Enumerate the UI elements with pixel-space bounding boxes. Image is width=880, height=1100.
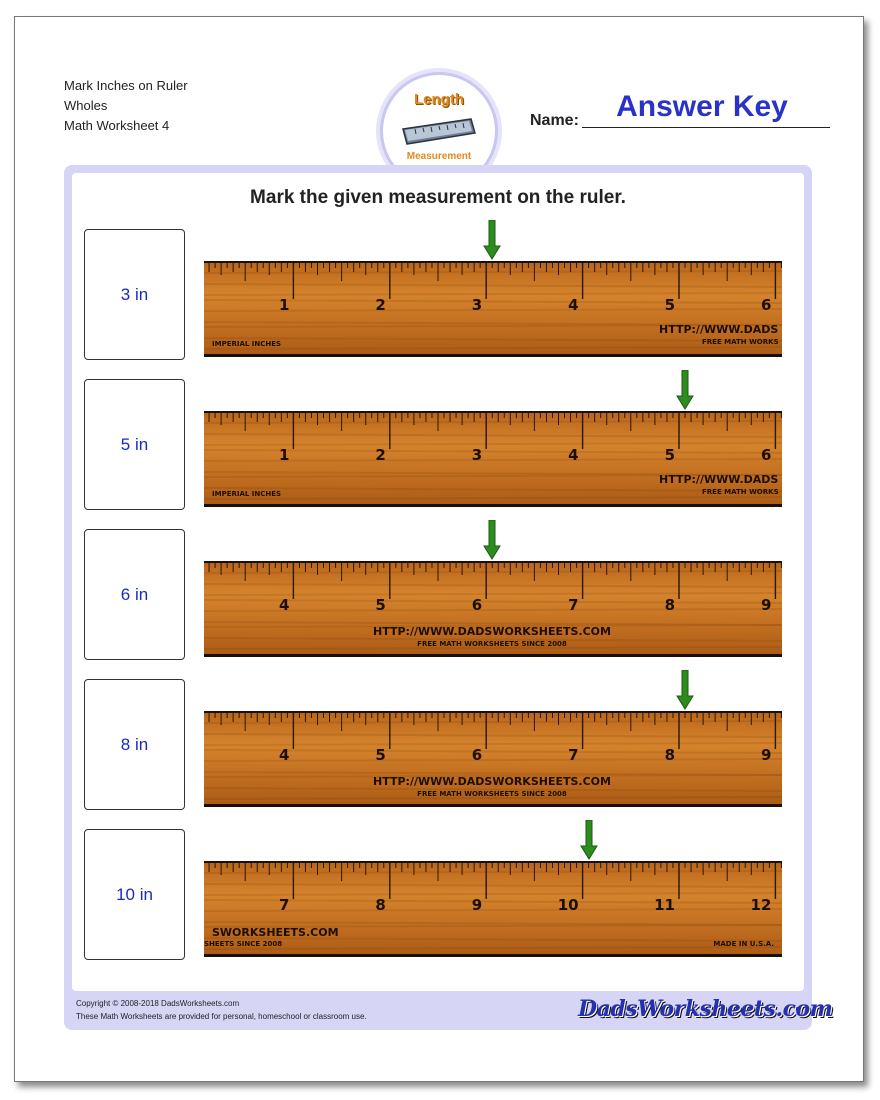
ruler (204, 561, 782, 657)
ruler-print-url: HTTP://WWW.DADSWORKSHEETS.COM (373, 625, 611, 638)
ruler-number: 8 (664, 746, 675, 764)
ruler-print-left: IMPERIAL INCHES (212, 490, 282, 498)
ruler-number: 7 (568, 596, 579, 614)
copyright-text: Copyright © 2008-2018 DadsWorksheets.com (76, 999, 240, 1008)
worksheet-title: Mark Inches on Ruler (64, 78, 188, 93)
ruler-number: 11 (654, 896, 675, 914)
measurement-label: 6 in (120, 584, 149, 604)
ruler-print-tagline: FREE MATH WORKSHEETS SINCE 2008 (417, 790, 567, 798)
ruler (204, 861, 782, 957)
ruler-number: 4 (568, 296, 579, 314)
ruler-print-url: HTTP://WWW.DADS (659, 323, 779, 336)
ruler-print-left: IMPERIAL INCHES (212, 340, 282, 348)
ruler-number: 10 (557, 896, 579, 914)
ruler-number: 2 (375, 446, 386, 464)
answer-arrow-icon (676, 670, 694, 710)
measurement-label: 8 in (120, 734, 149, 754)
answer-arrow-icon (580, 820, 598, 860)
problem-box-1 (84, 229, 185, 360)
problem-box-4 (84, 679, 185, 810)
ruler-number: 3 (471, 446, 483, 464)
ruler-number: 7 (278, 896, 290, 914)
ruler-number: 4 (278, 596, 290, 614)
ruler-number: 1 (278, 296, 290, 314)
ruler-number: 9 (760, 596, 772, 614)
ruler-number: 6 (471, 596, 483, 614)
problem-box-5 (84, 829, 185, 960)
ruler-print-tagline: FREE MATH WORKSHEETS SINCE 2008 (417, 640, 567, 648)
badge-subtitle: Measurement (406, 151, 472, 162)
worksheet-subtitle: Wholes (64, 98, 108, 113)
ruler-print-right: MADE IN U.S.A. (713, 940, 774, 948)
ruler-number: 6 (760, 446, 772, 464)
usage-notice: These Math Worksheets are provided for personal, homeschool or classroom use. (76, 1012, 367, 1021)
ruler-icon (401, 117, 477, 147)
ruler-number: 3 (471, 296, 483, 314)
ruler-number: 4 (278, 746, 290, 764)
instructions: Mark the given measurement on the ruler. (250, 187, 626, 208)
problem-box-3 (84, 529, 185, 660)
ruler-number: 2 (375, 296, 386, 314)
ruler-number: 5 (375, 596, 386, 614)
problem-box-2 (84, 379, 185, 510)
ruler-print-url: HTTP://WWW.DADSWORKSHEETS.COM (373, 775, 611, 788)
ruler-number: 8 (375, 896, 386, 914)
measurement-label: 3 in (120, 284, 149, 304)
ruler-print-tagline: FREE MATH WORKS (702, 338, 779, 346)
answer-arrow-icon (483, 520, 501, 560)
ruler-number: 9 (471, 896, 483, 914)
badge-title: Length (414, 91, 464, 108)
dadsworksheets-logo: DadsWorksheets.com (578, 996, 833, 1022)
ruler (204, 261, 782, 357)
answer-arrow-icon (483, 220, 501, 260)
ruler (204, 711, 782, 807)
ruler-number: 9 (760, 746, 772, 764)
ruler-number: 12 (750, 896, 772, 914)
worksheet-number: Math Worksheet 4 (64, 118, 170, 133)
ruler-print-url: HTTP://WWW.DADS (659, 473, 779, 486)
measurement-label: 10 in (116, 884, 153, 904)
answer-key-text: Answer Key (616, 90, 788, 123)
ruler-number: 4 (568, 446, 579, 464)
ruler-number: 5 (664, 446, 675, 464)
name-field-line[interactable] (582, 127, 830, 128)
ruler-number: 6 (471, 746, 483, 764)
measurement-label: 5 in (120, 434, 149, 454)
ruler-number: 1 (278, 446, 290, 464)
ruler (204, 411, 782, 507)
ruler-number: 6 (760, 296, 772, 314)
ruler-print-tagline: FREE MATH WORKS (702, 488, 779, 496)
ruler-number: 8 (664, 596, 675, 614)
ruler-number: 5 (664, 296, 675, 314)
ruler-print-left: SWORKSHEETS.COM (212, 926, 339, 939)
answer-arrow-icon (676, 370, 694, 410)
ruler-number: 7 (568, 746, 579, 764)
name-label: Name: (530, 112, 579, 129)
ruler-print-left-2: SHEETS SINCE 2008 (204, 940, 283, 948)
ruler-number: 5 (375, 746, 386, 764)
